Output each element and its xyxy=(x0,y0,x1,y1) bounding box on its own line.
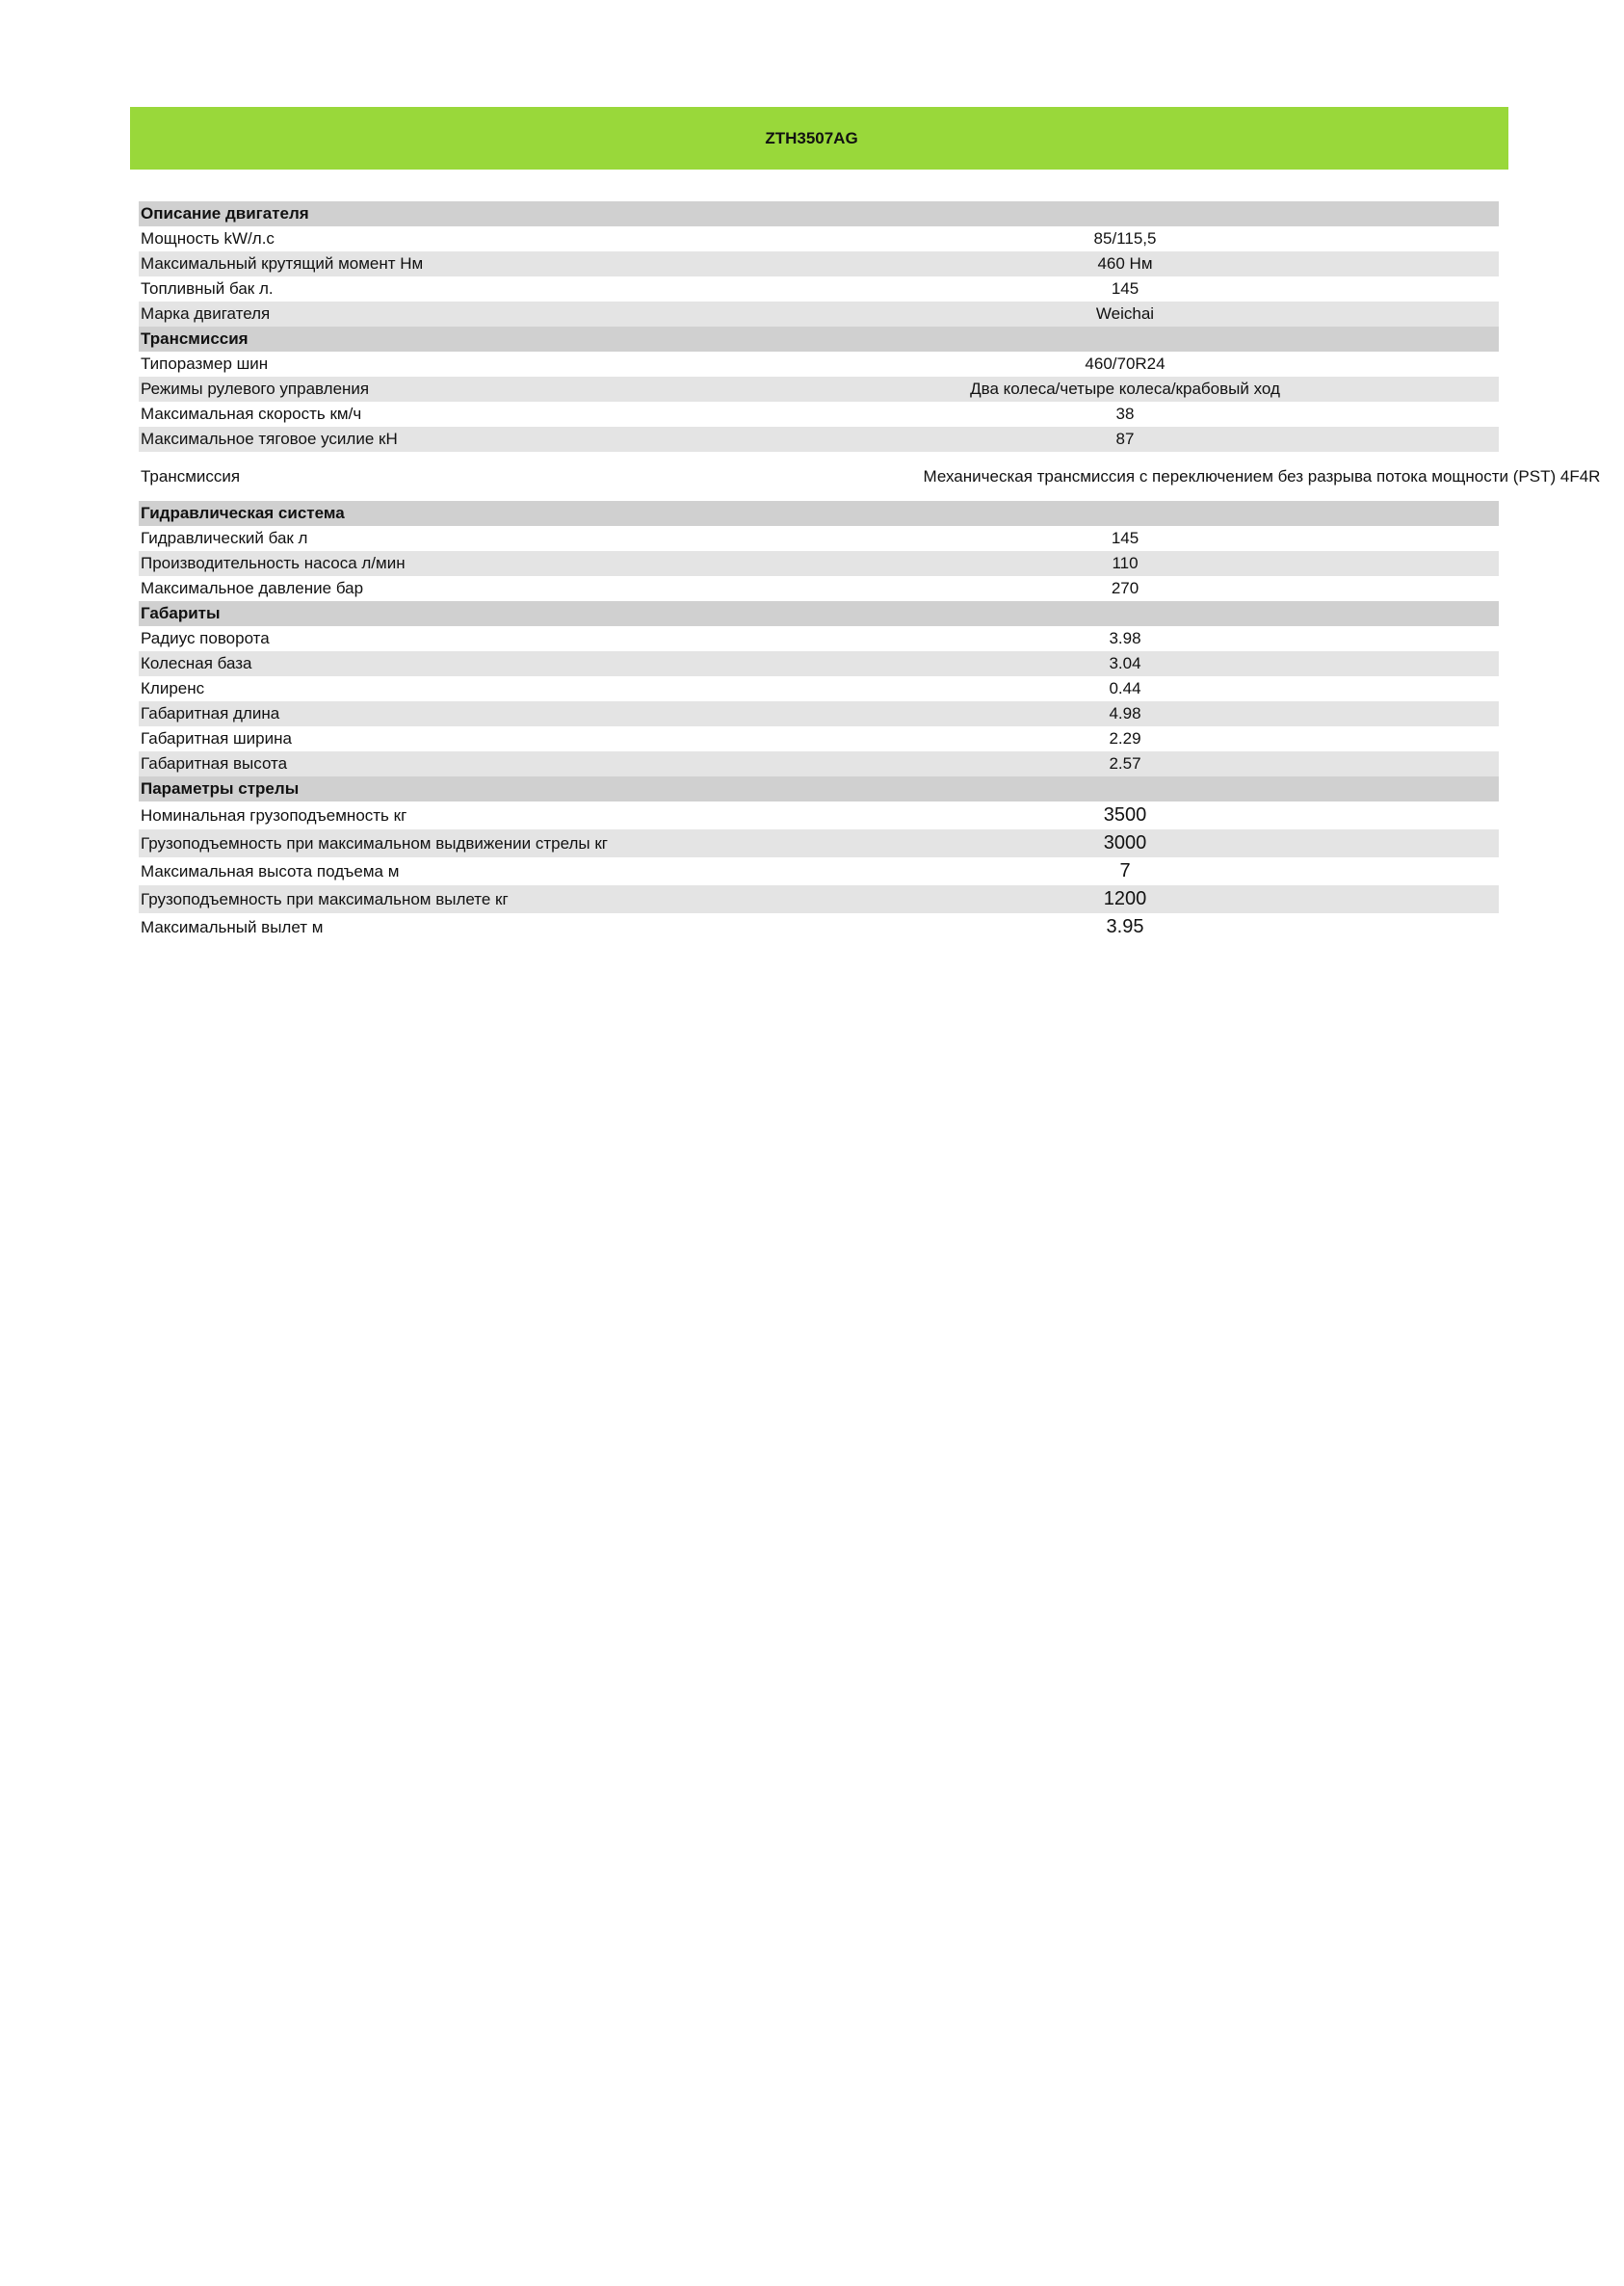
spec-value: 85/115,5 xyxy=(1093,229,1157,248)
spec-label: Габаритная длина xyxy=(141,704,280,723)
spec-value: 110 xyxy=(1112,554,1139,572)
spec-value: Weichai xyxy=(1095,304,1155,323)
spec-row xyxy=(139,352,1499,377)
spec-row xyxy=(139,626,1499,651)
section-header-hydraulics xyxy=(139,501,1499,526)
spec-value: 38 xyxy=(1115,405,1135,423)
section-title: Гидравлическая система xyxy=(141,504,345,522)
section-header-transmission xyxy=(139,327,1499,352)
spec-label: Мощность kW/л.с xyxy=(141,229,275,248)
spec-label: Максимальное тяговое усилие кН xyxy=(141,430,398,448)
spec-row xyxy=(139,452,1601,501)
spec-row xyxy=(139,226,1499,251)
spec-label: Грузоподъемность при максимальном выдвижении стрелы кг xyxy=(141,834,608,853)
title-bar xyxy=(130,107,1508,170)
spec-row xyxy=(139,801,1499,829)
spec-label: Топливный бак л. xyxy=(141,279,274,298)
spec-row xyxy=(139,913,1499,941)
spec-value: 0.44 xyxy=(1109,679,1141,697)
section-title: Параметры стрелы xyxy=(141,779,300,798)
spec-value: 145 xyxy=(1111,529,1139,547)
section-title: Описание двигателя xyxy=(141,204,309,223)
spec-value: 460 Нм xyxy=(1097,254,1153,273)
spec-label: Габаритная ширина xyxy=(141,729,292,748)
spec-row xyxy=(139,751,1499,776)
spec-label: Клиренс xyxy=(141,679,205,697)
spec-value: 460/70R24 xyxy=(1085,355,1166,373)
spec-value: 4.98 xyxy=(1109,704,1141,723)
spec-value: 145 xyxy=(1111,279,1139,298)
spec-value: 2.29 xyxy=(1109,729,1141,748)
spec-row xyxy=(139,276,1499,302)
spec-value: 3.95 xyxy=(1106,916,1144,937)
spec-row xyxy=(139,651,1499,676)
section-header-dimensions xyxy=(139,601,1499,626)
spec-row xyxy=(139,551,1499,576)
spec-row xyxy=(139,402,1499,427)
spec-label: Максимальная скорость км/ч xyxy=(141,405,362,423)
spec-row xyxy=(139,829,1499,857)
spec-label: Марка двигателя xyxy=(141,304,271,323)
spec-row xyxy=(139,526,1499,551)
spec-label: Трансмиссия xyxy=(141,467,241,486)
spec-value: 3000 xyxy=(1103,832,1147,854)
spec-label: Грузоподъемность при максимальном вылете кг xyxy=(141,890,509,908)
spec-label: Максимальная высота подъема м xyxy=(141,862,400,880)
spec-label: Максимальное давление бар xyxy=(141,579,364,597)
spec-row xyxy=(139,701,1499,726)
spec-label: Производительность насоса л/мин xyxy=(141,554,406,572)
spec-row xyxy=(139,885,1499,913)
spec-label: Гидравлический бак л xyxy=(141,529,308,547)
section-header-engine xyxy=(139,201,1499,226)
section-header-boom xyxy=(139,776,1499,801)
spec-row xyxy=(139,726,1499,751)
spec-value: Два колеса/четыре колеса/крабовый ход xyxy=(970,380,1280,398)
spec-row xyxy=(139,857,1499,885)
spec-label: Номинальная грузоподъемность кг xyxy=(141,806,407,825)
section-title: Габариты xyxy=(141,604,221,622)
spec-value: 7 xyxy=(1119,860,1131,881)
spec-row xyxy=(139,302,1499,327)
spec-value: 3.98 xyxy=(1109,629,1141,647)
spec-value: 270 xyxy=(1111,579,1139,597)
spec-label: Максимальный вылет м xyxy=(141,918,324,936)
spec-row xyxy=(139,251,1499,276)
spec-label: Колесная база xyxy=(141,654,252,672)
spec-label: Максимальный крутящий момент Нм xyxy=(141,254,424,273)
spec-row xyxy=(139,377,1499,402)
spec-value: 1200 xyxy=(1103,888,1147,909)
spec-row xyxy=(139,676,1499,701)
spec-value: Механическая трансмиссия с переключением без разрыва потока мощности (PST) 4F4R xyxy=(923,467,1601,486)
spec-row xyxy=(139,576,1499,601)
section-title: Трансмиссия xyxy=(141,329,249,348)
spec-value: 87 xyxy=(1115,430,1135,448)
spec-value: 2.57 xyxy=(1109,754,1141,773)
model-title: ZTH3507AG xyxy=(765,128,858,147)
spec-row xyxy=(139,427,1499,452)
spec-label: Типоразмер шин xyxy=(141,355,269,373)
spec-label: Радиус поворота xyxy=(141,629,270,647)
spec-table xyxy=(139,201,1601,941)
spec-label: Режимы рулевого управления xyxy=(141,380,370,398)
spec-value: 3500 xyxy=(1103,804,1147,826)
spec-label: Габаритная высота xyxy=(141,754,288,773)
spec-value: 3.04 xyxy=(1109,654,1141,672)
